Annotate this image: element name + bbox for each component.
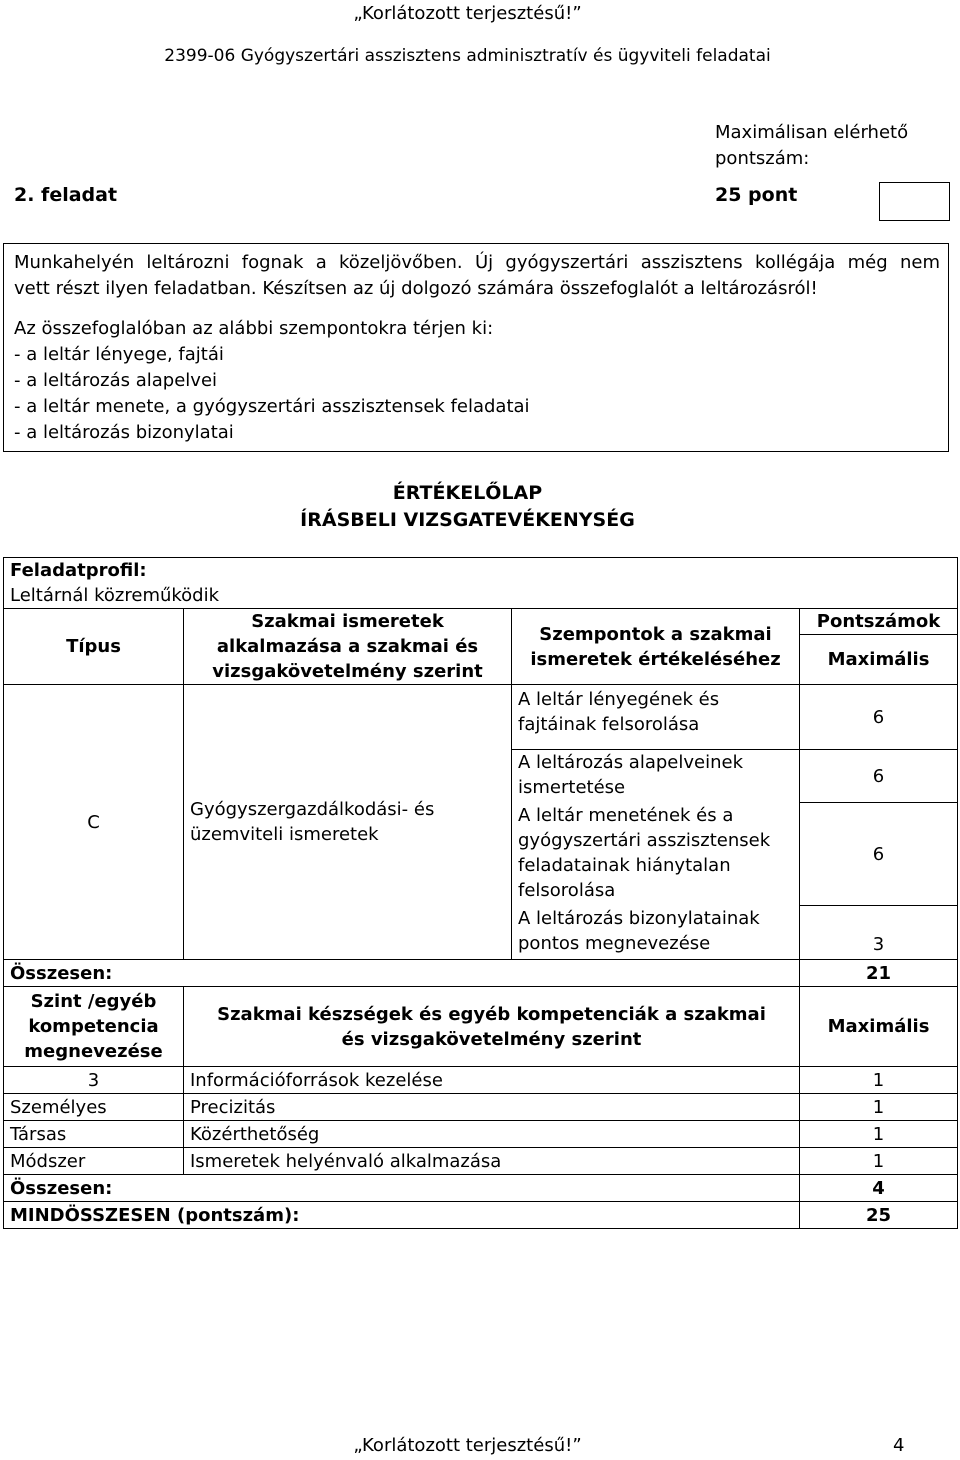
- criterion-line: fajtáinak felsorolása: [518, 714, 700, 735]
- criterion-cell: [512, 685, 800, 750]
- criterion-line: A leltár lényegének és: [518, 689, 720, 710]
- task-points: 25 pont: [715, 184, 798, 206]
- knowledge-value: [184, 685, 512, 960]
- requirement-item: - a leltár menete, a gyógyszertári asszisztensek feladatai: [14, 396, 530, 417]
- task-number: 2. feladat: [14, 184, 118, 206]
- competence-skills-header-line1: Szakmai készségek és egyéb kompetenciák a szakmai: [217, 1003, 766, 1025]
- competence-level: Módszer: [4, 1148, 184, 1175]
- task-description-box: [3, 243, 949, 452]
- criterion-line: A leltár menetének és a: [518, 804, 734, 826]
- competence-level-header: [4, 987, 184, 1067]
- competence-level: 3: [4, 1067, 184, 1094]
- knowledge-value-line1: Gyógyszergazdálkodási- és: [190, 799, 435, 820]
- competence-points: 1: [800, 1067, 958, 1094]
- competence-skills-header: [184, 987, 800, 1067]
- task-description-line2: vett részt ilyen feladatban. Készítsen az új dolgozó számára összefoglalót a leltározásról!: [14, 278, 818, 299]
- criterion-points: 6: [800, 750, 958, 803]
- grand-total-value: 25: [800, 1202, 958, 1229]
- competence-level-header-line1: Szint /egyéb: [30, 991, 157, 1012]
- knowledge-header-line2: alkalmazása a szakmai és: [216, 636, 479, 657]
- knowledge-header: [184, 609, 512, 685]
- grand-total-label: MINDÖSSZESEN (pontszám):: [4, 1202, 800, 1229]
- type-value: C: [4, 685, 184, 960]
- evaluation-title: [0, 480, 935, 534]
- table-row: [4, 1121, 958, 1148]
- header-restriction: „Korlátozott terjesztésű!”: [353, 3, 582, 24]
- table-row: [4, 1148, 958, 1175]
- competence-skills-header-line2: és vizsgakövetelmény szerint: [341, 1028, 642, 1050]
- task-description-line1: Munkahelyén leltározni fognak a közeljövőben. Új gyógyszertári asszisztens kollégája még nem: [14, 252, 940, 273]
- table-row: [4, 1067, 958, 1094]
- table-row: [4, 1094, 958, 1121]
- criterion-points: 6: [800, 685, 958, 750]
- max-points-label-line1: Maximálisan elérhető: [715, 122, 909, 143]
- footer-restriction: „Korlátozott terjesztésű!”: [353, 1435, 582, 1456]
- evaluation-title-line1: ÉRTÉKELŐLAP: [392, 482, 543, 504]
- criterion-line: felsorolása: [518, 879, 616, 901]
- criterion-line: pontos megnevezése: [518, 932, 711, 954]
- criterion-points: 6: [800, 803, 958, 906]
- competence-level-header-line3: megnevezése: [24, 1041, 163, 1062]
- requirement-item: - a leltározás alapelvei: [14, 370, 218, 391]
- competence-max-header: Maximális: [800, 987, 958, 1067]
- criterion-line: feladatainak hiánytalan: [518, 854, 731, 876]
- competence-points: 1: [800, 1148, 958, 1175]
- requirement-item: - a leltározás bizonylatai: [14, 422, 234, 443]
- criterion-line: ismertetése: [518, 777, 626, 798]
- knowledge-subtotal-label: Összesen:: [4, 960, 800, 987]
- competence-name: Információforrások kezelése: [184, 1067, 800, 1094]
- criteria-header-line2: ismeretek értékeléséhez: [530, 648, 781, 670]
- score-entry-box[interactable]: [879, 182, 950, 221]
- competence-subtotal-value: 4: [800, 1175, 958, 1202]
- competence-name: Precizitás: [184, 1094, 800, 1121]
- knowledge-value-line2: üzemviteli ismeretek: [190, 824, 379, 845]
- criterion-line: A leltározás bizonylatainak: [518, 907, 760, 929]
- competence-level-header-line2: kompetencia: [28, 1016, 159, 1037]
- competence-points: 1: [800, 1094, 958, 1121]
- requirements-intro: Az összefoglalóban az alábbi szempontokra térjen ki:: [14, 318, 494, 339]
- task-profile-cell: [4, 558, 958, 609]
- criterion-cell: [512, 906, 800, 960]
- knowledge-header-line3: vizsgakövetelmény szerint: [212, 661, 483, 682]
- competence-name: Ismeretek helyénvaló alkalmazása: [184, 1148, 800, 1175]
- criteria-header: [512, 609, 800, 685]
- competence-subtotal-label: Összesen:: [4, 1175, 800, 1202]
- page-number: 4: [893, 1435, 905, 1456]
- criterion-line: A leltározás alapelveinek: [518, 752, 743, 773]
- criterion-cell: [512, 803, 800, 906]
- header-module-title: 2399-06 Gyógyszertári asszisztens adminisztratív és ügyviteli feladatai: [164, 46, 771, 66]
- criterion-points: 3: [800, 906, 958, 960]
- evaluation-title-line2: ÍRÁSBELI VIZSGATEVÉKENYSÉG: [300, 509, 635, 531]
- competence-points: 1: [800, 1121, 958, 1148]
- max-points-label-line2: pontszám:: [715, 148, 810, 169]
- max-points-label: [715, 120, 935, 172]
- criterion-line: gyógyszertári asszisztensek: [518, 829, 771, 851]
- criteria-header-line1: Szempontok a szakmai: [539, 623, 772, 645]
- max-header: Maximális: [800, 635, 958, 685]
- type-header: Típus: [4, 609, 184, 685]
- criterion-cell: [512, 750, 800, 803]
- task-profile-value: Leltárnál közreműködik: [10, 585, 220, 606]
- scores-header: Pontszámok: [800, 609, 958, 635]
- knowledge-subtotal-value: 21: [800, 960, 958, 987]
- knowledge-header-line1: Szakmai ismeretek: [251, 611, 444, 632]
- competence-name: Közérthetőség: [184, 1121, 800, 1148]
- task-profile-label: Feladatprofil:: [10, 560, 147, 581]
- competence-level: Személyes: [4, 1094, 184, 1121]
- competence-level: Társas: [4, 1121, 184, 1148]
- evaluation-table: [3, 557, 958, 1229]
- requirement-item: - a leltár lényege, fajtái: [14, 344, 224, 365]
